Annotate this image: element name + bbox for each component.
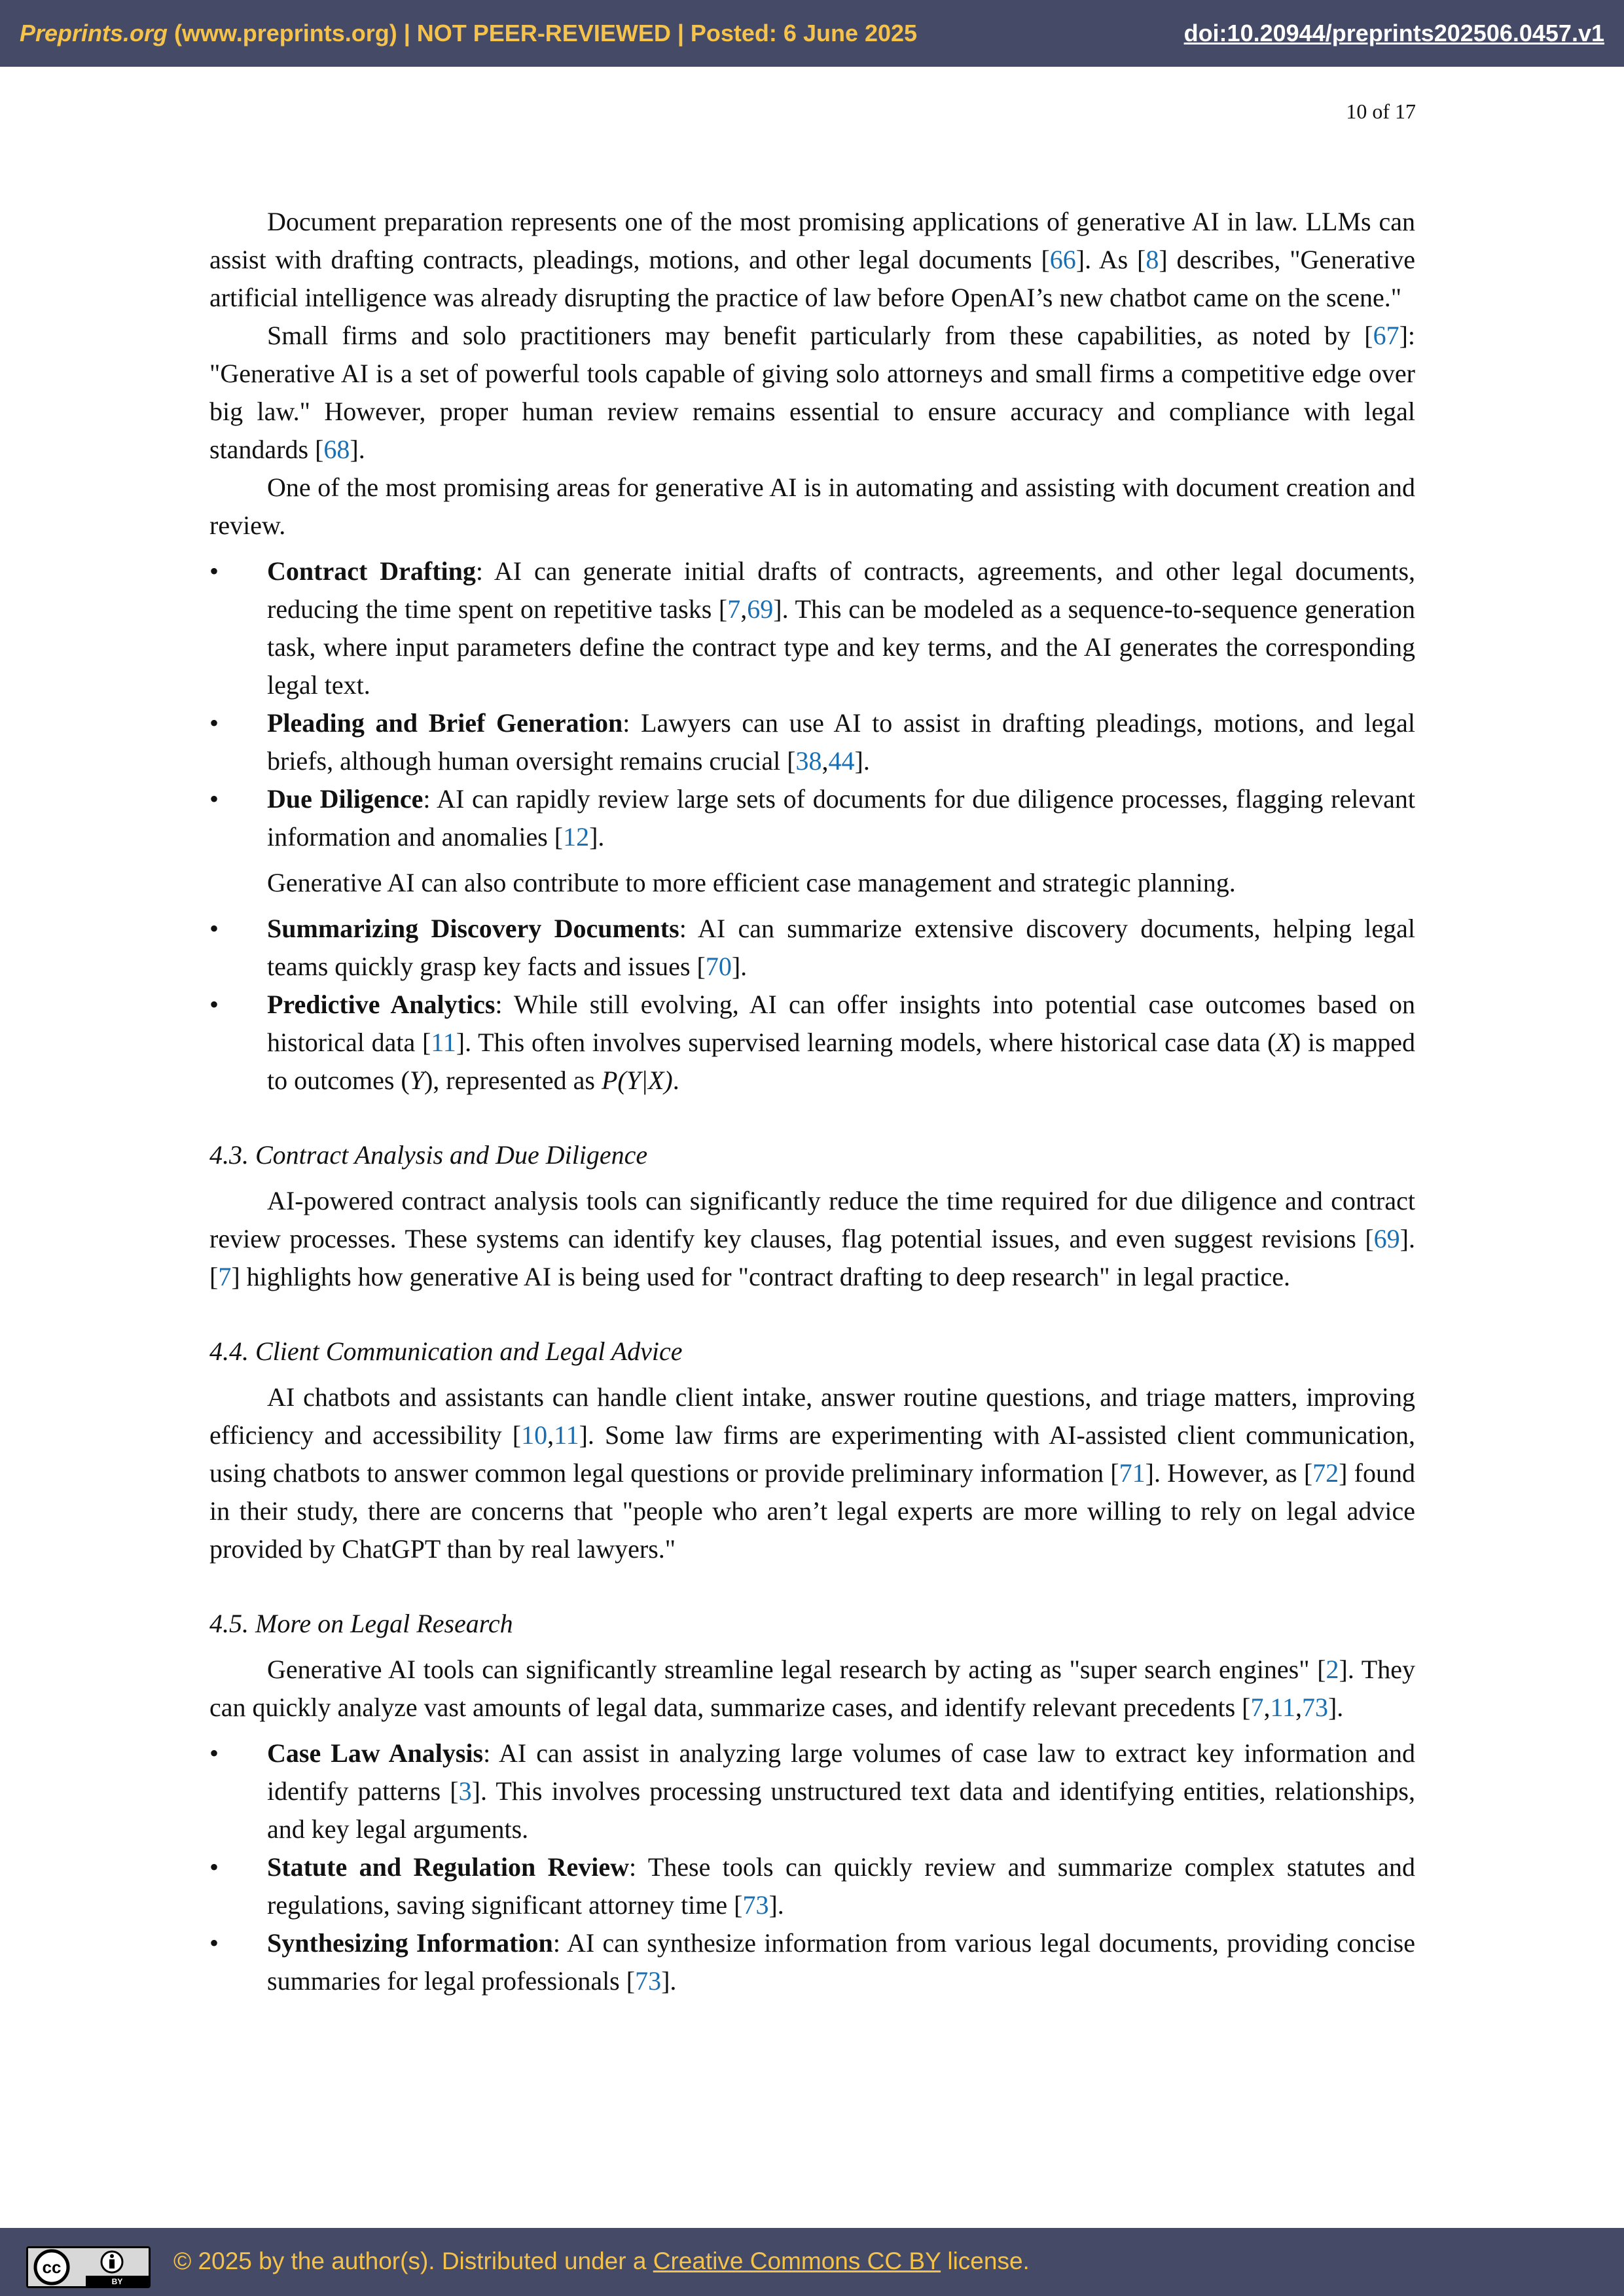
by-label: BY — [111, 2277, 123, 2286]
cc-badge-graphic — [28, 2248, 149, 2286]
citation-link[interactable]: 8 — [1146, 245, 1159, 274]
citation-link[interactable]: 2 — [1326, 1655, 1339, 1684]
header-status: (www.preprints.org) | NOT PEER-REVIEWED | Posted: 6 June 2025 — [168, 20, 918, 46]
paragraph: One of the most promising areas for generative AI is in automating and assisting with document creation and review. — [209, 473, 1415, 540]
preprint-header-info — [20, 20, 917, 47]
citation-link[interactable]: 70 — [705, 952, 732, 981]
citation-link[interactable]: 69 — [747, 594, 774, 624]
license-text: © 2025 by the author(s). Distributed under a Creative Commons CC BY license. — [173, 2248, 1030, 2274]
list-item: • Pleading and Brief Generation: Lawyers can use AI to assist in drafting pleadings, motions, and legal briefs, although human oversight remains crucial [38,44]. — [209, 704, 1415, 780]
citation-link[interactable]: 67 — [1373, 321, 1399, 350]
section-heading: 4.4. Client Communication and Legal Advice — [209, 1336, 683, 1366]
list-item: • Predictive Analytics: While still evolving, AI can offer insights into potential case outcomes based on historical data [11]. This often involves supervised learning models, where historical case data (X) is mapped to outcomes (Y), represented as P(Y|X). — [209, 986, 1415, 1100]
paragraph: Generative AI tools can significantly streamline legal research by acting as "super search engines" [2]. They can quickly analyze vast amounts of legal data, summarize cases, and identify relevant precedents [7,11,73]. — [209, 1655, 1415, 1722]
section-heading: 4.5. More on Legal Research — [209, 1609, 513, 1638]
citation-link[interactable]: 11 — [1270, 1693, 1295, 1722]
paragraph: AI-powered contract analysis tools can significantly reduce the time required for due diligence and contract review processes. These systems can identify key clauses, flag potential issues, and even suggest revisions [69]. [7] highlights how generative AI is being used for "contract drafting to deep research" in legal practice. — [209, 1186, 1415, 1291]
citation-link[interactable]: 7 — [1250, 1693, 1264, 1722]
site-name[interactable]: Preprints.org — [20, 20, 168, 46]
list-item: • Statute and Regulation Review: These tools can quickly review and summarize complex statutes and regulations, saving significant attorney time [73]. — [209, 1848, 1415, 1924]
citation-link[interactable]: 38 — [795, 746, 822, 776]
citation-link[interactable]: 7 — [727, 594, 741, 624]
section-heading: 4.3. Contract Analysis and Due Diligence — [209, 1140, 648, 1170]
citation-link[interactable]: 72 — [1312, 1458, 1339, 1488]
citation-link[interactable]: 10 — [521, 1420, 548, 1450]
citation-link[interactable]: 69 — [1373, 1224, 1400, 1253]
list-item: • Contract Drafting: AI can generate initial drafts of contracts, agreements, and other legal documents, reducing the time spent on repetitive tasks [7,69]. This can be modeled as a sequence-to-sequence generation task, where input parameters define the contract type and key terms, and the AI generates the corresponding legal text. — [209, 552, 1415, 704]
cc-symbol: cc — [42, 2257, 62, 2277]
preprint-header-bar — [0, 0, 1624, 67]
bullet-list — [209, 552, 1415, 856]
bullet-list — [209, 1734, 1415, 2000]
citation-link[interactable]: 11 — [554, 1420, 579, 1450]
citation-link[interactable]: 68 — [323, 435, 350, 464]
bullet-list — [209, 910, 1415, 1100]
citation-link[interactable]: 73 — [742, 1890, 769, 1920]
list-item: • Due Diligence: AI can rapidly review large sets of documents for due diligence processes, flagging relevant information and anomalies [12]. — [209, 780, 1415, 856]
paragraph: Generative AI can also contribute to more efficient case management and strategic planning. — [267, 868, 1236, 897]
math-variable: Y — [409, 1066, 424, 1095]
doi-link[interactable]: doi:10.20944/preprints202506.0457.v1 — [1183, 20, 1604, 46]
list-item: • Synthesizing Information: AI can synthesize information from various legal documents, providing concise summaries for legal professionals [73]. — [209, 1924, 1415, 2000]
math-variable: X — [1276, 1028, 1292, 1057]
paragraph: Small firms and solo practitioners may benefit particularly from these capabilities, as noted by [67]: "Generative AI is a set of powerful tools capable of giving solo attorneys and small firms a competitive edge over big law." However, proper human review remains essential to ensure accuracy and compliance with legal standards [68]. — [209, 321, 1415, 464]
citation-link[interactable]: 66 — [1049, 245, 1076, 274]
license-footer-bar — [0, 2228, 1624, 2296]
list-item: • Summarizing Discovery Documents: AI can summarize extensive discovery documents, helping legal teams quickly grasp key facts and issues [70]. — [209, 910, 1415, 986]
paragraph: AI chatbots and assistants can handle client intake, answer routine questions, and triage matters, improving efficiency and accessibility [10,11]. Some law firms are experimenting with AI-assisted client communication, using chatbots to answer common legal questions or provide preliminary information [71]. However, as [72] found in their study, there are concerns that "people who aren’t legal experts are more willing to rely on legal advice provided by ChatGPT than by real lawyers." — [209, 1382, 1416, 1564]
citation-link[interactable]: 73 — [1301, 1693, 1328, 1722]
citation-link[interactable]: 3 — [458, 1776, 472, 1806]
citation-link[interactable]: 73 — [635, 1966, 662, 1996]
citation-link[interactable]: 7 — [218, 1262, 232, 1291]
cc-by-license-icon[interactable] — [26, 2246, 151, 2288]
math-expression: P(Y|X) — [601, 1066, 673, 1095]
main-content — [209, 203, 1415, 2008]
citation-link[interactable]: 12 — [563, 822, 590, 852]
citation-link[interactable]: 71 — [1119, 1458, 1146, 1488]
citation-link[interactable]: 44 — [828, 746, 855, 776]
citation-link[interactable]: 11 — [431, 1028, 456, 1057]
cc-by-license-link[interactable]: Creative Commons CC BY — [653, 2248, 941, 2274]
paragraph: Document preparation represents one of the most promising applications of generative AI in law. LLMs can assist with drafting contracts, pleadings, motions, and other legal documents [66]. As [8] describes, "Generative artificial intelligence was already disrupting the practice of law before OpenAI’s new chatbot came on the scene." — [209, 207, 1415, 312]
list-item: • Case Law Analysis: AI can assist in analyzing large volumes of case law to extract key information and identify patterns [3]. This involves processing unstructured text data and identifying entities, relationships, and key legal arguments. — [209, 1734, 1415, 1848]
page-number: 10 of 17 — [1346, 99, 1416, 123]
